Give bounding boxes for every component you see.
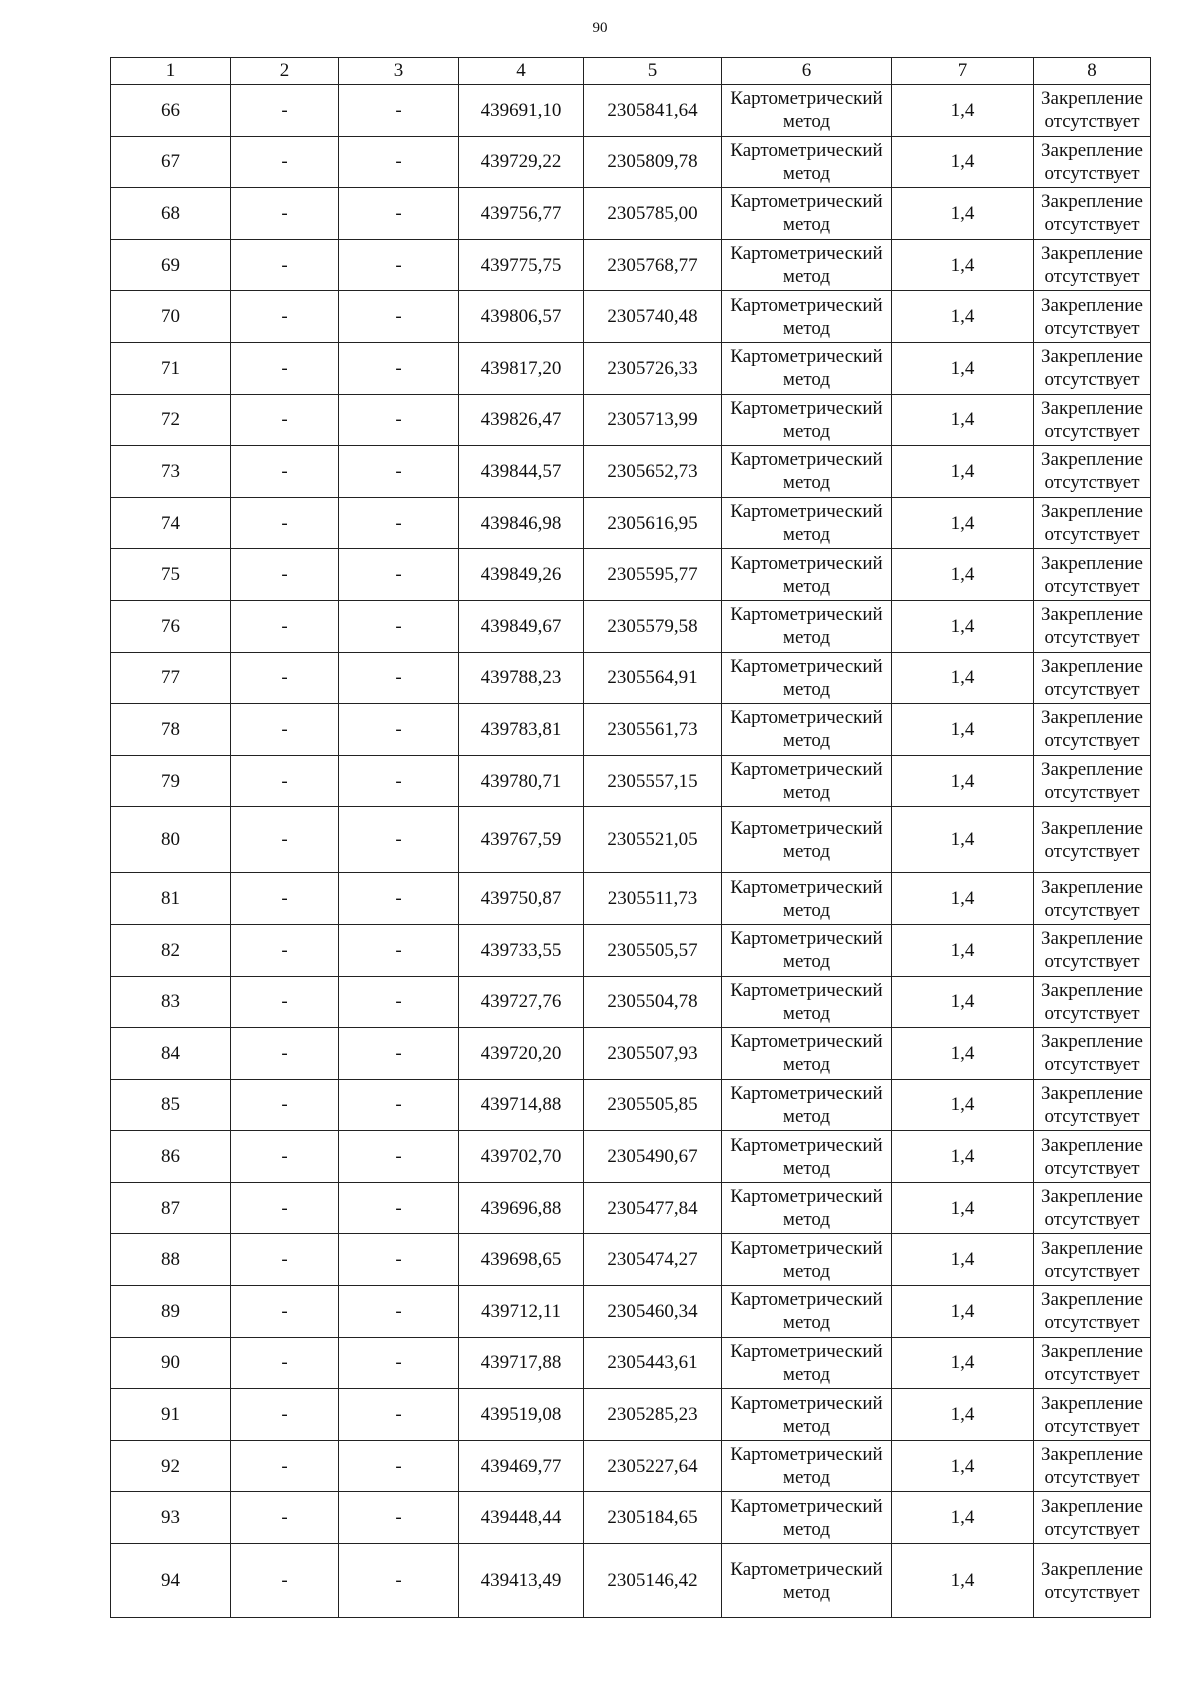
y-coordinate-cell: 2305507,93 [584,1028,722,1080]
x-coordinate-cell: 439750,87 [459,873,584,925]
point-number-cell: 94 [111,1544,231,1618]
method-cell: Картометрический метод [722,1544,892,1618]
x-coordinate-cell: 439849,67 [459,600,584,652]
table-row [111,873,1151,925]
point-number-cell: 66 [111,85,231,137]
col3-cell: - [339,394,459,446]
method-cell: Картометрический метод [722,394,892,446]
col3-cell: - [339,1389,459,1441]
table-row [111,600,1151,652]
col2-cell: - [231,755,339,807]
col3-cell: - [339,652,459,704]
col2-cell: - [231,1131,339,1183]
method-cell: Картометрический метод [722,291,892,343]
point-number-cell: 89 [111,1286,231,1338]
x-coordinate-cell: 439729,22 [459,136,584,188]
table-row [111,1440,1151,1492]
col3-cell: - [339,291,459,343]
col2-cell: - [231,652,339,704]
col2-cell: - [231,291,339,343]
point-number-cell: 67 [111,136,231,188]
x-coordinate-cell: 439846,98 [459,497,584,549]
x-coordinate-cell: 439849,26 [459,549,584,601]
fixing-cell: Закрепление отсутствует [1034,1544,1151,1618]
accuracy-cell: 1,4 [892,652,1034,704]
y-coordinate-cell: 2305285,23 [584,1389,722,1441]
fixing-cell: Закрепление отсутствует [1034,188,1151,240]
col2-cell: - [231,807,339,873]
point-number-cell: 73 [111,446,231,498]
y-coordinate-cell: 2305443,61 [584,1337,722,1389]
method-cell: Картометрический метод [722,497,892,549]
x-coordinate-cell: 439519,08 [459,1389,584,1441]
table-row [111,1079,1151,1131]
method-cell: Картометрический метод [722,976,892,1028]
column-header: 6 [722,58,892,85]
method-cell: Картометрический метод [722,1182,892,1234]
col2-cell: - [231,497,339,549]
col2-cell: - [231,1492,339,1544]
col2-cell: - [231,600,339,652]
accuracy-cell: 1,4 [892,1440,1034,1492]
col3-cell: - [339,1337,459,1389]
table-row [111,342,1151,394]
accuracy-cell: 1,4 [892,807,1034,873]
table-row [111,924,1151,976]
table-row [111,1544,1151,1618]
col2-cell: - [231,924,339,976]
x-coordinate-cell: 439413,49 [459,1544,584,1618]
method-cell: Картометрический метод [722,1337,892,1389]
x-coordinate-cell: 439733,55 [459,924,584,976]
x-coordinate-cell: 439702,70 [459,1131,584,1183]
accuracy-cell: 1,4 [892,239,1034,291]
fixing-cell: Закрепление отсутствует [1034,239,1151,291]
table-row [111,807,1151,873]
table-row [111,1131,1151,1183]
accuracy-cell: 1,4 [892,924,1034,976]
method-cell: Картометрический метод [722,239,892,291]
accuracy-cell: 1,4 [892,188,1034,240]
y-coordinate-cell: 2305740,48 [584,291,722,343]
table-row [111,1028,1151,1080]
method-cell: Картометрический метод [722,446,892,498]
col2-cell: - [231,704,339,756]
x-coordinate-cell: 439727,76 [459,976,584,1028]
y-coordinate-cell: 2305809,78 [584,136,722,188]
x-coordinate-cell: 439696,88 [459,1182,584,1234]
method-cell: Картометрический метод [722,704,892,756]
table-row [111,1286,1151,1338]
y-coordinate-cell: 2305474,27 [584,1234,722,1286]
col3-cell: - [339,549,459,601]
method-cell: Картометрический метод [722,342,892,394]
col3-cell: - [339,1286,459,1338]
x-coordinate-cell: 439469,77 [459,1440,584,1492]
fixing-cell: Закрепление отсутствует [1034,342,1151,394]
method-cell: Картометрический метод [722,1079,892,1131]
point-number-cell: 79 [111,755,231,807]
accuracy-cell: 1,4 [892,136,1034,188]
x-coordinate-cell: 439780,71 [459,755,584,807]
col3-cell: - [339,497,459,549]
point-number-cell: 78 [111,704,231,756]
accuracy-cell: 1,4 [892,1182,1034,1234]
accuracy-cell: 1,4 [892,1337,1034,1389]
point-number-cell: 84 [111,1028,231,1080]
col2-cell: - [231,85,339,137]
col2-cell: - [231,873,339,925]
x-coordinate-cell: 439698,65 [459,1234,584,1286]
method-cell: Картометрический метод [722,188,892,240]
column-header: 1 [111,58,231,85]
accuracy-cell: 1,4 [892,1389,1034,1441]
method-cell: Картометрический метод [722,1234,892,1286]
column-header: 2 [231,58,339,85]
col3-cell: - [339,136,459,188]
x-coordinate-cell: 439691,10 [459,85,584,137]
accuracy-cell: 1,4 [892,446,1034,498]
fixing-cell: Закрепление отсутствует [1034,704,1151,756]
point-number-cell: 74 [111,497,231,549]
col2-cell: - [231,976,339,1028]
accuracy-cell: 1,4 [892,1544,1034,1618]
method-cell: Картометрический метод [722,1492,892,1544]
accuracy-cell: 1,4 [892,342,1034,394]
point-number-cell: 77 [111,652,231,704]
method-cell: Картометрический метод [722,652,892,704]
table-row [111,239,1151,291]
table-row [111,1234,1151,1286]
point-number-cell: 75 [111,549,231,601]
point-number-cell: 93 [111,1492,231,1544]
accuracy-cell: 1,4 [892,976,1034,1028]
method-cell: Картометрический метод [722,85,892,137]
point-number-cell: 91 [111,1389,231,1441]
col2-cell: - [231,188,339,240]
method-cell: Картометрический метод [722,600,892,652]
col3-cell: - [339,1492,459,1544]
table-row [111,1337,1151,1389]
x-coordinate-cell: 439756,77 [459,188,584,240]
y-coordinate-cell: 2305561,73 [584,704,722,756]
x-coordinate-cell: 439767,59 [459,807,584,873]
col2-cell: - [231,446,339,498]
method-cell: Картометрический метод [722,1131,892,1183]
y-coordinate-cell: 2305505,57 [584,924,722,976]
col3-cell: - [339,807,459,873]
fixing-cell: Закрепление отсутствует [1034,291,1151,343]
y-coordinate-cell: 2305511,73 [584,873,722,925]
col2-cell: - [231,136,339,188]
fixing-cell: Закрепление отсутствует [1034,1492,1151,1544]
fixing-cell: Закрепление отсутствует [1034,1234,1151,1286]
method-cell: Картометрический метод [722,549,892,601]
method-cell: Картометрический метод [722,873,892,925]
y-coordinate-cell: 2305521,05 [584,807,722,873]
method-cell: Картометрический метод [722,807,892,873]
table-row [111,136,1151,188]
y-coordinate-cell: 2305490,67 [584,1131,722,1183]
col2-cell: - [231,1389,339,1441]
col2-cell: - [231,1234,339,1286]
col2-cell: - [231,1079,339,1131]
point-number-cell: 71 [111,342,231,394]
method-cell: Картометрический метод [722,924,892,976]
col2-cell: - [231,1337,339,1389]
point-number-cell: 87 [111,1182,231,1234]
col3-cell: - [339,755,459,807]
method-cell: Картометрический метод [722,755,892,807]
method-cell: Картометрический метод [722,136,892,188]
fixing-cell: Закрепление отсутствует [1034,1337,1151,1389]
y-coordinate-cell: 2305564,91 [584,652,722,704]
column-header: 3 [339,58,459,85]
fixing-cell: Закрепление отсутствует [1034,394,1151,446]
point-number-cell: 76 [111,600,231,652]
point-number-cell: 80 [111,807,231,873]
method-cell: Картометрический метод [722,1389,892,1441]
accuracy-cell: 1,4 [892,704,1034,756]
page-number: 90 [592,20,608,36]
accuracy-cell: 1,4 [892,85,1034,137]
y-coordinate-cell: 2305146,42 [584,1544,722,1618]
x-coordinate-cell: 439448,44 [459,1492,584,1544]
table-row [111,1389,1151,1441]
accuracy-cell: 1,4 [892,873,1034,925]
y-coordinate-cell: 2305768,77 [584,239,722,291]
accuracy-cell: 1,4 [892,1079,1034,1131]
col3-cell: - [339,704,459,756]
table-row [111,497,1151,549]
col2-cell: - [231,1544,339,1618]
x-coordinate-cell: 439775,75 [459,239,584,291]
y-coordinate-cell: 2305616,95 [584,497,722,549]
fixing-cell: Закрепление отсутствует [1034,549,1151,601]
fixing-cell: Закрепление отсутствует [1034,924,1151,976]
fixing-cell: Закрепление отсутствует [1034,976,1151,1028]
y-coordinate-cell: 2305726,33 [584,342,722,394]
fixing-cell: Закрепление отсутствует [1034,1079,1151,1131]
table-body [111,85,1151,1618]
x-coordinate-cell: 439712,11 [459,1286,584,1338]
fixing-cell: Закрепление отсутствует [1034,1028,1151,1080]
col2-cell: - [231,1182,339,1234]
accuracy-cell: 1,4 [892,1131,1034,1183]
accuracy-cell: 1,4 [892,497,1034,549]
y-coordinate-cell: 2305652,73 [584,446,722,498]
x-coordinate-cell: 439714,88 [459,1079,584,1131]
col3-cell: - [339,85,459,137]
point-number-cell: 83 [111,976,231,1028]
table-row [111,652,1151,704]
accuracy-cell: 1,4 [892,394,1034,446]
table-row [111,291,1151,343]
y-coordinate-cell: 2305504,78 [584,976,722,1028]
y-coordinate-cell: 2305460,34 [584,1286,722,1338]
col3-cell: - [339,446,459,498]
x-coordinate-cell: 439826,47 [459,394,584,446]
accuracy-cell: 1,4 [892,1234,1034,1286]
column-header: 8 [1034,58,1151,85]
col2-cell: - [231,1286,339,1338]
col3-cell: - [339,1544,459,1618]
col3-cell: - [339,239,459,291]
x-coordinate-cell: 439844,57 [459,446,584,498]
fixing-cell: Закрепление отсутствует [1034,600,1151,652]
col2-cell: - [231,1028,339,1080]
x-coordinate-cell: 439788,23 [459,652,584,704]
col3-cell: - [339,188,459,240]
column-header: 4 [459,58,584,85]
accuracy-cell: 1,4 [892,291,1034,343]
fixing-cell: Закрепление отсутствует [1034,652,1151,704]
table-row [111,188,1151,240]
y-coordinate-cell: 2305713,99 [584,394,722,446]
x-coordinate-cell: 439717,88 [459,1337,584,1389]
x-coordinate-cell: 439720,20 [459,1028,584,1080]
point-number-cell: 82 [111,924,231,976]
accuracy-cell: 1,4 [892,549,1034,601]
fixing-cell: Закрепление отсутствует [1034,1389,1151,1441]
method-cell: Картометрический метод [722,1028,892,1080]
table-row [111,1182,1151,1234]
header-row [111,58,1151,85]
point-number-cell: 70 [111,291,231,343]
y-coordinate-cell: 2305785,00 [584,188,722,240]
y-coordinate-cell: 2305557,15 [584,755,722,807]
column-header: 5 [584,58,722,85]
fixing-cell: Закрепление отсутствует [1034,807,1151,873]
fixing-cell: Закрепление отсутствует [1034,85,1151,137]
y-coordinate-cell: 2305227,64 [584,1440,722,1492]
y-coordinate-cell: 2305505,85 [584,1079,722,1131]
fixing-cell: Закрепление отсутствует [1034,136,1151,188]
col2-cell: - [231,342,339,394]
fixing-cell: Закрепление отсутствует [1034,1286,1151,1338]
x-coordinate-cell: 439806,57 [459,291,584,343]
fixing-cell: Закрепление отсутствует [1034,1131,1151,1183]
col3-cell: - [339,1440,459,1492]
table-row [111,394,1151,446]
fixing-cell: Закрепление отсутствует [1034,446,1151,498]
fixing-cell: Закрепление отсутствует [1034,873,1151,925]
table-row [111,976,1151,1028]
table-row [111,549,1151,601]
col3-cell: - [339,342,459,394]
col2-cell: - [231,394,339,446]
y-coordinate-cell: 2305841,64 [584,85,722,137]
point-number-cell: 86 [111,1131,231,1183]
point-number-cell: 81 [111,873,231,925]
column-header: 7 [892,58,1034,85]
table-row [111,755,1151,807]
col3-cell: - [339,976,459,1028]
col3-cell: - [339,873,459,925]
x-coordinate-cell: 439783,81 [459,704,584,756]
col2-cell: - [231,549,339,601]
accuracy-cell: 1,4 [892,1492,1034,1544]
point-number-cell: 90 [111,1337,231,1389]
col2-cell: - [231,1440,339,1492]
col3-cell: - [339,1028,459,1080]
fixing-cell: Закрепление отсутствует [1034,1440,1151,1492]
col3-cell: - [339,1182,459,1234]
fixing-cell: Закрепление отсутствует [1034,497,1151,549]
fixing-cell: Закрепление отсутствует [1034,755,1151,807]
coordinates-table [110,57,1151,1618]
col3-cell: - [339,924,459,976]
y-coordinate-cell: 2305184,65 [584,1492,722,1544]
point-number-cell: 85 [111,1079,231,1131]
point-number-cell: 92 [111,1440,231,1492]
table-row [111,85,1151,137]
accuracy-cell: 1,4 [892,755,1034,807]
method-cell: Картометрический метод [722,1286,892,1338]
col3-cell: - [339,1079,459,1131]
y-coordinate-cell: 2305579,58 [584,600,722,652]
x-coordinate-cell: 439817,20 [459,342,584,394]
col3-cell: - [339,1131,459,1183]
y-coordinate-cell: 2305595,77 [584,549,722,601]
accuracy-cell: 1,4 [892,1028,1034,1080]
method-cell: Картометрический метод [722,1440,892,1492]
fixing-cell: Закрепление отсутствует [1034,1182,1151,1234]
table-row [111,704,1151,756]
y-coordinate-cell: 2305477,84 [584,1182,722,1234]
col3-cell: - [339,600,459,652]
point-number-cell: 68 [111,188,231,240]
col3-cell: - [339,1234,459,1286]
table-row [111,446,1151,498]
point-number-cell: 72 [111,394,231,446]
accuracy-cell: 1,4 [892,600,1034,652]
point-number-cell: 88 [111,1234,231,1286]
table-row [111,1492,1151,1544]
point-number-cell: 69 [111,239,231,291]
accuracy-cell: 1,4 [892,1286,1034,1338]
col2-cell: - [231,239,339,291]
